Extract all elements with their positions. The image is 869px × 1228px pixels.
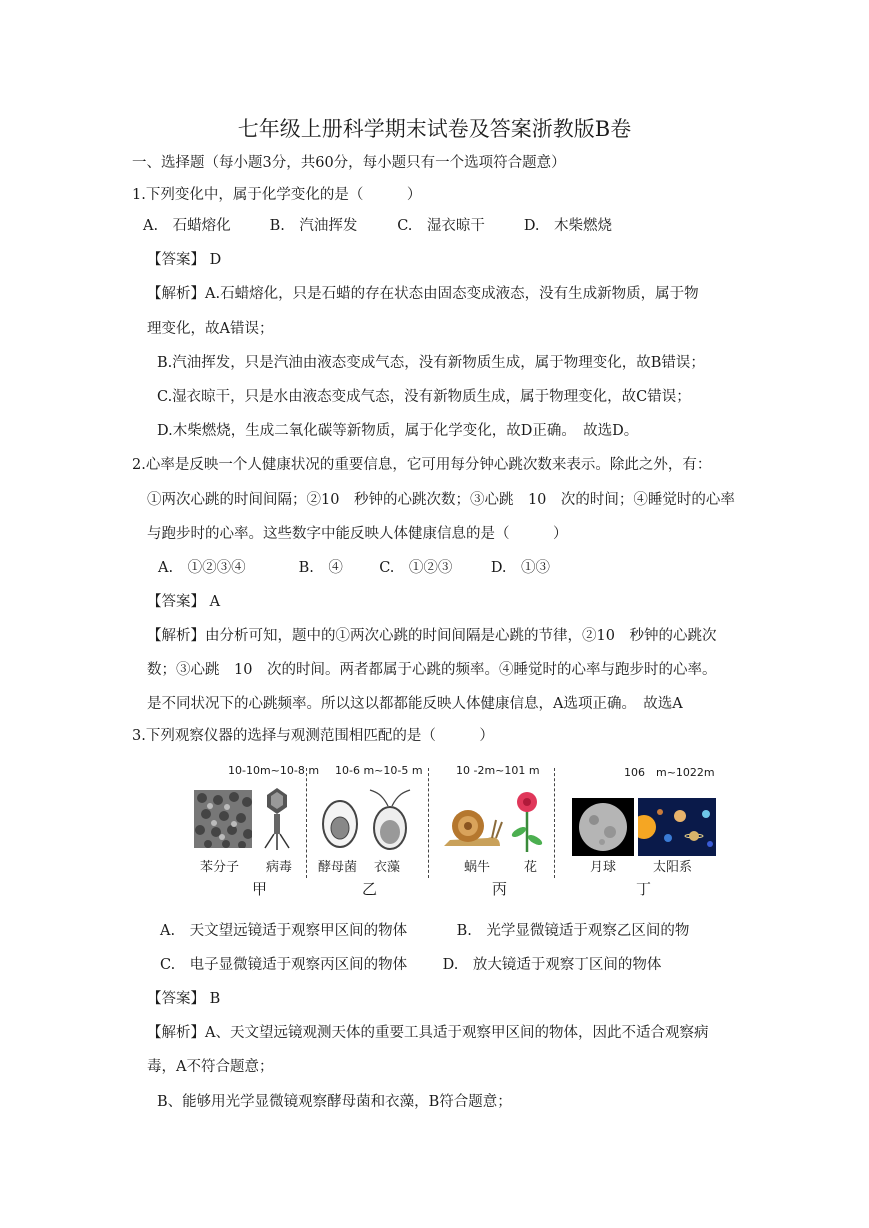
q3-answer: 【答案】 B	[147, 991, 221, 1007]
q1-options	[143, 216, 612, 236]
yeast-image	[320, 796, 360, 850]
q2-option-a: A. ①②③④	[158, 560, 246, 576]
q1-option-a: A. 石蜡熔化	[143, 218, 231, 234]
range-label-jia: 10-10m~10-8 m	[228, 764, 320, 777]
q2-analysis-line: 是不同状况下的心跳频率。所以这以都都能反映人体健康信息，A选项正确。 故选A	[147, 696, 683, 712]
caption-chlamydomonas: 衣藻	[374, 860, 401, 875]
caption-snail: 蜗牛	[464, 860, 491, 875]
chlamydomonas-image	[368, 788, 412, 852]
q2-stem-line: 与跑步时的心率。这些数字中能反映人体健康信息的是（ ）	[147, 526, 568, 542]
snail-image	[442, 802, 504, 850]
q1-analysis-line: D.木柴燃烧，生成二氧化碳等新物质，属于化学变化，故D正确。 故选D。	[157, 423, 639, 439]
q3-analysis-line: B、能够用光学显微镜观察酵母菌和衣藻，B符合题意；	[157, 1094, 512, 1110]
benzene-molecule-image	[194, 790, 252, 848]
range-label-ding: 106 m~1022m	[624, 766, 715, 779]
q3-option-a: A. 天文望远镜适于观察甲区间的物体	[160, 923, 408, 939]
document-title: 七年级上册科学期末试卷及答案浙教版B卷	[237, 117, 632, 141]
q1-analysis-line: 理变化，故A错误；	[147, 321, 274, 337]
q2-option-d: D. ①③	[490, 560, 551, 576]
q2-stem-line: ①两次心跳的时间间隔；②10 秒钟的心跳次数；③心跳 10 次的时间；④睡觉时的心率	[147, 492, 735, 508]
divider	[554, 768, 555, 878]
q1-option-b: B. 汽油挥发	[269, 218, 358, 234]
virus-image	[262, 786, 292, 852]
caption-flower: 花	[524, 860, 538, 875]
caption-benzene: 苯分子	[200, 860, 240, 875]
q2-options	[158, 558, 550, 578]
q2-analysis-line: 数；③心跳 10 次的时间。两者都属于心跳的频率。④睡觉时的心率与跑步时的心率。	[147, 662, 717, 678]
group-label-jia: 甲	[252, 880, 268, 898]
caption-virus: 病毒	[266, 860, 293, 875]
q2-option-b: B. ④	[298, 560, 343, 576]
q2-answer: 【答案】 A	[147, 594, 221, 610]
range-label-bing: 10 -2m~101 m	[456, 764, 540, 777]
observation-range-figure	[190, 760, 730, 900]
q3-options-row1	[160, 921, 689, 941]
caption-yeast: 酵母菌	[318, 860, 358, 875]
divider	[428, 768, 429, 878]
divider	[306, 768, 307, 878]
q3-analysis-line: 毒，A不符合题意；	[147, 1059, 274, 1075]
q3-analysis-line: 【解析】A、天文望远镜观测天体的重要工具适于观察甲区间的物体，因此不适合观察病	[147, 1025, 709, 1041]
q1-option-d: D. 木柴燃烧	[523, 218, 613, 234]
q3-option-b: B. 光学显微镜适于观察乙区间的物	[456, 923, 690, 939]
q1-analysis-line: C.湿衣晾干，只是水由液态变成气态，没有新物质生成，属于物理变化，故C错误；	[157, 389, 691, 405]
q2-option-c: C. ①②③	[379, 560, 453, 576]
caption-solar-system: 太阳系	[653, 860, 693, 875]
q2-stem-line: 2.心率是反映一个人健康状况的重要信息，它可用每分钟心跳次数来表示。除此之外，有：	[132, 457, 712, 473]
range-label-yi: 10-6 m~10-5 m	[335, 764, 423, 777]
q3-options-row2	[160, 955, 661, 975]
solar-system-image	[638, 798, 716, 856]
q1-answer: 【答案】 D	[147, 252, 222, 268]
group-label-yi: 乙	[362, 880, 378, 898]
moon-image	[572, 798, 634, 856]
group-label-bing: 丙	[492, 880, 508, 898]
q1-option-c: C. 湿衣晾干	[397, 218, 485, 234]
q3-option-d: D. 放大镜适于观察丁区间的物体	[442, 957, 662, 973]
q1-stem: 1.下列变化中，属于化学变化的是（ ）	[132, 187, 422, 203]
q3-option-c: C. 电子显微镜适于观察丙区间的物体	[160, 957, 408, 973]
section-heading: 一、选择题（每小题3分，共60分，每小题只有一个选项符合题意）	[132, 155, 566, 171]
q2-analysis-line: 【解析】由分析可知，题中的①两次心跳的时间间隔是心跳的节律，②10 秒钟的心跳次	[147, 628, 717, 644]
q1-analysis-line: 【解析】A.石蜡熔化，只是石蜡的存在状态由固态变成液态，没有生成新物质，属于物	[147, 286, 699, 302]
group-label-ding: 丁	[636, 880, 652, 898]
flower-image	[510, 790, 544, 854]
q3-stem: 3.下列观察仪器的选择与观测范围相匹配的是（ ）	[132, 728, 494, 744]
q1-analysis-line: B.汽油挥发，只是汽油由液态变成气态，没有新物质生成，属于物理变化，故B错误；	[157, 355, 705, 371]
caption-moon: 月球	[590, 860, 617, 875]
